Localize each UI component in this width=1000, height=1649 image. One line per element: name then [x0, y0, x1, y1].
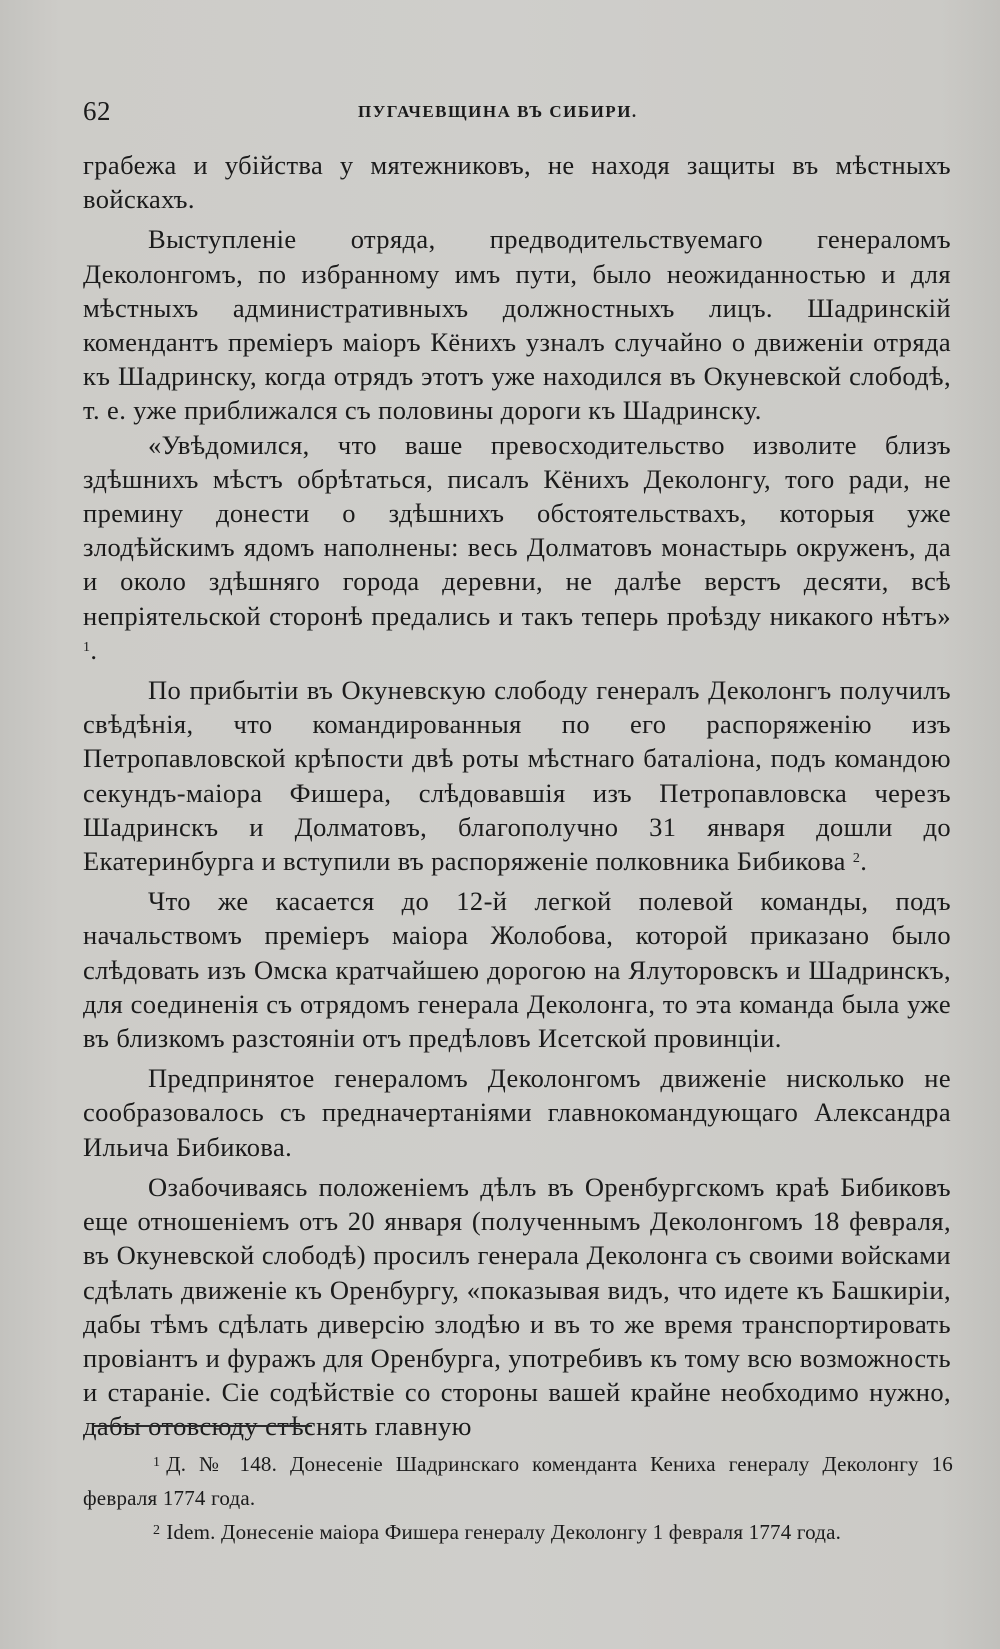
footnote-mark-1: 1	[153, 1455, 161, 1470]
running-title: ПУГАЧЕВЩИНА ВЪ СИБИРИ.	[358, 102, 638, 121]
footnote-mark-2: 2	[153, 1523, 161, 1538]
paragraph-4	[83, 673, 951, 878]
page-header	[83, 96, 953, 136]
paragraph-4-end: .	[860, 846, 868, 877]
paragraph-7: Озабочиваясь положеніемъ дѣлъ въ Оренбургскомъ краѣ Бибиковъ еще отношеніемъ отъ 20 января (полученнымъ Деколонгомъ 18 февраля, въ Окуневской слободѣ) просилъ генерала Деколонга съ своими войсками сдѣлать движеніе къ Оренбургу, «показывая видъ, что идете къ Башкиріи, дабы тѣмъ сдѣлать диверсію злодѣю и въ то же время транспортировать провіантъ и фуражъ для Оренбурга, употребивъ къ тому всю возможность и стараніе. Сіе содѣйствіе со стороны вашей крайне необходимо нужно, дабы отовсюду стѣснять главную	[83, 1171, 951, 1442]
main-text	[83, 148, 951, 1444]
paragraph-6: Предпринятое генераломъ Деколонгомъ движеніе нисколько не сообразовалось съ предначертаніями главнокомандующаго Александра Ильича Бибикова.	[83, 1063, 951, 1162]
footnote-text-2: Idem. Донесеніе маіора Фишера генералу Деколонгу 1 февраля 1774 года.	[166, 1520, 842, 1544]
footnote-divider	[92, 1425, 312, 1427]
paragraph-1: грабежа и убійства у мятежниковъ, не находя защиты въ мѣстныхъ войскахъ.	[83, 150, 951, 215]
page-number: 62	[83, 96, 111, 126]
footnote-ref-2: 2	[852, 851, 861, 867]
footnote-1	[83, 1447, 953, 1515]
paragraph-2: Выступленіе отряда, предводительствуемаго генераломъ Деколонгомъ, по избранному имъ пути, было неожиданностью и для мѣстныхъ административныхъ должностныхъ лицъ. Шадринскій комендантъ преміеръ маіоръ Кёнихъ узналъ случайно о движеніи отряда къ Шадринску, когда отрядъ этотъ уже находился въ Окуневской слободѣ, т. е. уже приближался съ половины дороги къ Шадринску.	[83, 224, 951, 426]
footnote-2	[83, 1515, 953, 1549]
paragraph-5: Что же касается до 12-й легкой полевой команды, подъ начальствомъ преміеръ маіора Жолобова, которой приказано было слѣдовать изъ Омска кратчайшею дорогою на Ялуторовскъ и Шадринскъ, для соединенія съ отрядомъ генерала Деколонга, то эта команда была уже въ близкомъ разстояніи отъ предѣловъ Исетской провинціи.	[83, 886, 951, 1054]
footnote-text-1: Д. № 148. Донесеніе Шадринскаго коменданта Кениха генералу Деколонгу 16 февраля 1774 года.	[83, 1452, 953, 1510]
paragraph-3-end: .	[90, 634, 98, 665]
paragraph-3-text: «Увѣдомился, что ваше превосходительство изволите близъ здѣшнихъ мѣстъ обрѣтаться, писалъ Кёнихъ Деколонгу, того ради, не премину донести о здѣшнихъ обстоятельствахъ, которыя уже злодѣйскимъ ядомъ наполнены: весь Долматовъ монастырь окруженъ, да и около здѣшняго города деревни, не далѣе верстъ десяти, всѣ непріятельской сторонѣ предались и такъ теперь проѣзду никакого нѣтъ»	[83, 429, 951, 631]
footnote-ref-1: 1	[83, 639, 91, 655]
footnotes	[83, 1447, 953, 1549]
paragraph-3-quote	[83, 428, 951, 667]
paragraph-4-text: По прибытіи въ Окуневскую слободу генералъ Деколонгъ получилъ свѣдѣнія, что командированныя по его распоряженію изъ Петропавловской крѣпости двѣ роты мѣстнаго баталіона, подъ командою секундъ-маіора Фишера, слѣдовавшія изъ Петропавловска черезъ Шадринскъ и Долматовъ, благополучно 31 января дошли до Екатеринбурга и вступили въ распоряженіе полковника Бибикова	[83, 675, 951, 877]
